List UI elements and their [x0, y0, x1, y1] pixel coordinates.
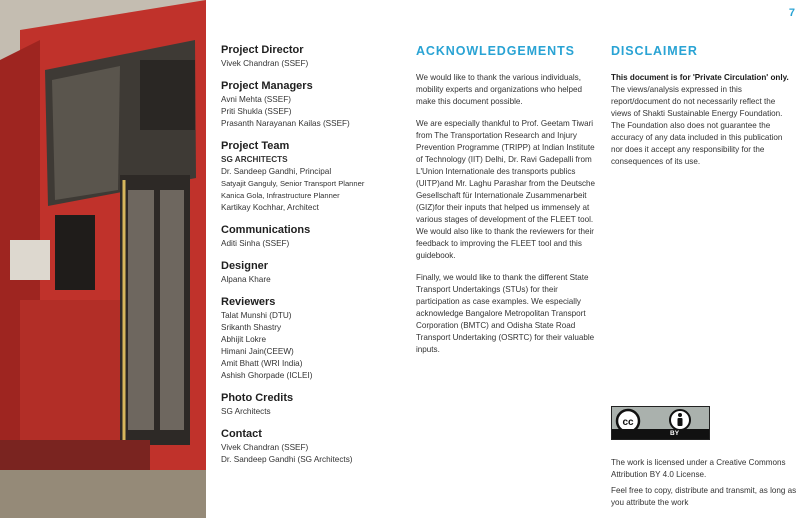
credits-project-director — [221, 43, 411, 70]
credit-line: Dr. Sandeep Gandhi (SG Architects) — [221, 455, 353, 464]
group-title: Project Director — [221, 44, 304, 56]
credit-line: Priti Shukla (SSEF) — [221, 107, 292, 116]
group-title: Project Team — [221, 140, 290, 152]
bus-photo — [0, 0, 206, 518]
acknowledgements-paragraph: Finally, we would like to thank the different State Transport Undertakings (STUs) for their participation as case examples. We especially acknowledge Bangalore Metropolitan Transport Corporation (BMTC) and Odisha State Road Transport Undertaking (OSRTC) for their valuable inputs. — [416, 273, 595, 354]
group-title: Project Managers — [221, 80, 313, 92]
license-line: Feel free to copy, distribute and transmit, as long as you attribute the work — [611, 486, 797, 507]
credit-line: Satyajit Ganguly, Senior Transport Planner — [221, 179, 365, 188]
acknowledgements-paragraph: We would like to thank the various individuals, mobility experts and organizations who helped make this document possible. — [416, 73, 583, 106]
credit-line: Amit Bhatt (WRI India) — [221, 359, 303, 368]
license-line: The work is licensed under a Creative Commons Attribution BY 4.0 License. — [611, 458, 786, 479]
disclaimer-column — [611, 43, 793, 178]
credit-line: Himani Jain(CEEW) — [221, 347, 294, 356]
credits-photo — [221, 391, 411, 418]
credits-project-team — [221, 139, 411, 214]
credits-communications — [221, 223, 411, 250]
group-title: Reviewers — [221, 296, 276, 308]
credits-designer — [221, 259, 411, 286]
credit-line: Aditi Sinha (SSEF) — [221, 239, 290, 248]
acknowledgements-paragraph: We are especially thankful to Prof. Geetam Tiwari from The Transportation Research and Injury Prevention Programme (TRIPP) at Indian Institute of Technology (IIT) Delhi, Dr. Ravi Gadepalli from L'Union Internationale des transports publics (UITP)and Mr. Laghu Parashar from the Deutsche Gesellschaft für Internationale Zusammenarbeit (GIZ)for their inputs that helped us immensely at various stages of development of the FLEET tool. We would also like to thank the reviewers for their feedback to improving the FLEET tool and this guidebook. — [416, 119, 596, 260]
credits-contact — [221, 427, 411, 466]
credit-line: Prasanth Narayanan Kailas (SSEF) — [221, 119, 350, 128]
disclaimer-body: The views/analysis expressed in this report/document do not necessarily reflect the views of Shakti Sustainable Energy Foundation. The Foundation also does not guarantee the accuracy of any data included in this publication nor does it accept any responsibility for the consequences of its use. — [611, 85, 783, 166]
cc-logo-icon — [612, 407, 709, 431]
credit-line: Abhijit Lokre — [221, 335, 267, 344]
credit-line: Vivek Chandran (SSEF) — [221, 59, 309, 68]
group-title: Designer — [221, 260, 269, 272]
disclaimer-paragraph — [611, 72, 793, 168]
credits-column — [221, 43, 411, 475]
svg-text:cc: cc — [622, 417, 634, 428]
page-number: 7 — [788, 7, 795, 19]
group-title: Communications — [221, 224, 311, 236]
credit-line: Kartikay Kochhar, Architect — [221, 203, 319, 212]
license-block — [611, 457, 801, 513]
credits-project-managers — [221, 79, 411, 130]
credit-line: Srikanth Shastry — [221, 323, 282, 332]
credit-line: Avni Mehta (SSEF) — [221, 95, 291, 104]
credit-line: Dr. Sandeep Gandhi, Principal — [221, 167, 332, 176]
credit-line: SG Architects — [221, 407, 271, 416]
acknowledgements-heading: ACKNOWLEDGEMENTS — [416, 44, 575, 58]
credits-reviewers — [221, 295, 411, 382]
credit-line: Alpana Khare — [221, 275, 271, 284]
disclaimer-bold-lead: This document is for 'Private Circulation' only. — [611, 73, 789, 82]
bus-illustration — [0, 0, 206, 518]
credit-line: Vivek Chandran (SSEF) — [221, 443, 309, 452]
credit-line: Kanica Gola, Infrastructure Planner — [221, 191, 340, 200]
credit-line: SG ARCHITECTS — [221, 155, 288, 164]
group-title: Photo Credits — [221, 392, 294, 404]
creative-commons-badge — [611, 406, 710, 440]
acknowledgements-column — [416, 43, 596, 366]
badge-strip — [612, 429, 709, 439]
disclaimer-heading: DISCLAIMER — [611, 44, 698, 58]
credit-line: Ashish Ghorpade (ICLEI) — [221, 371, 313, 380]
group-title: Contact — [221, 428, 262, 440]
badge-by-text: BY — [670, 430, 680, 437]
credit-line: Talat Munshi (DTU) — [221, 311, 292, 320]
